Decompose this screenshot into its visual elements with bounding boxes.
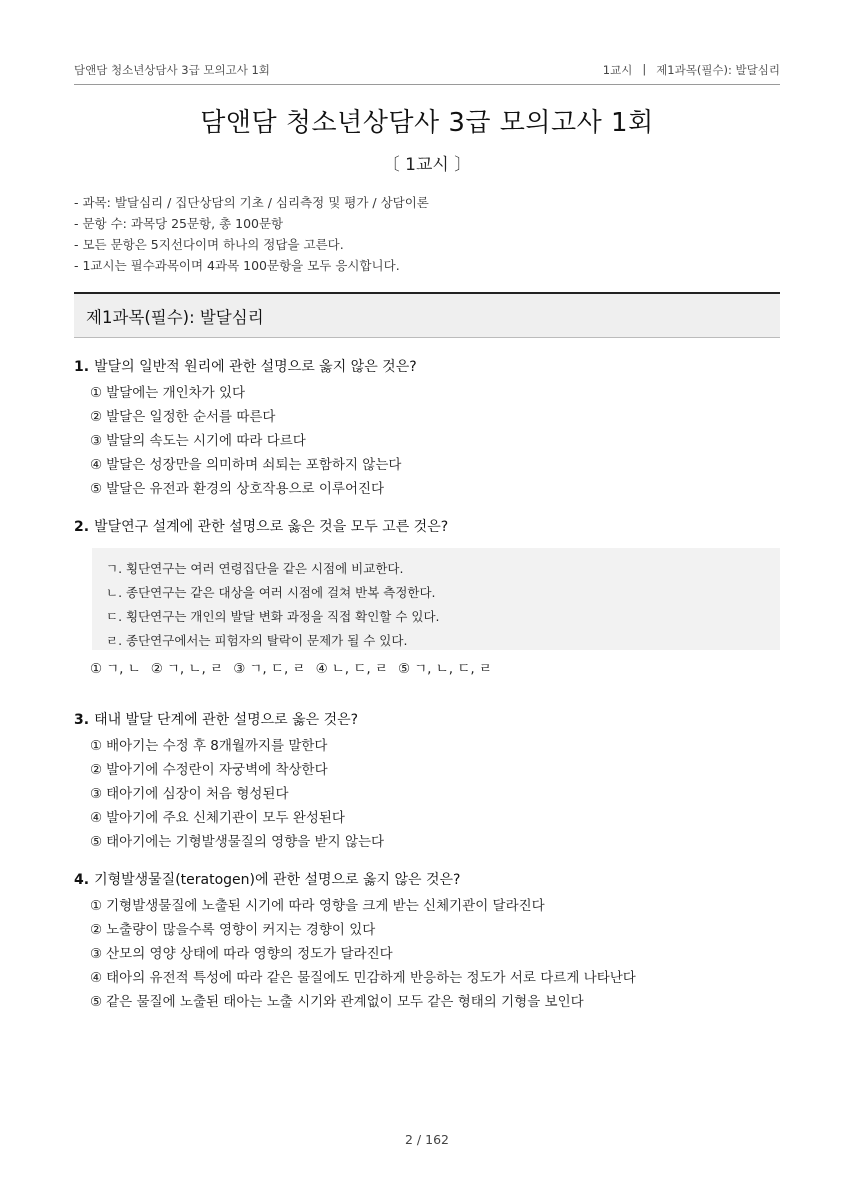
note-item: - 문항 수: 과목당 25문항, 총 100문항 xyxy=(74,216,284,231)
header-separator: | xyxy=(642,62,647,76)
choice-1[interactable]: ① 배아기는 수정 후 8개월까지를 말한다 xyxy=(90,738,328,754)
choice-list xyxy=(90,894,780,1014)
header-exam-title: 담앤담 청소년상담사 3급 모의고사 1회 xyxy=(74,63,270,77)
choice-1[interactable]: ① ㄱ, ㄴ xyxy=(90,661,141,677)
question-4 xyxy=(74,869,780,1014)
subject-heading-bar xyxy=(74,292,780,338)
note-item: - 과목: 발달심리 / 집단상담의 기초 / 심리측정 및 평가 / 상담이론 xyxy=(74,195,429,210)
choice-3[interactable]: ③ 발달의 속도는 시기에 따라 다르다 xyxy=(90,433,306,449)
choice-5[interactable]: ⑤ 발달은 유전과 환경의 상호작용으로 이루어진다 xyxy=(90,481,385,497)
question-1 xyxy=(74,356,780,501)
question-text: 발달연구 설계에 관한 설명으로 옳은 것을 모두 고른 것은? xyxy=(94,519,449,535)
question-stem xyxy=(74,356,780,378)
choice-4[interactable]: ④ 발달은 성장만을 의미하며 쇠퇴는 포함하지 않는다 xyxy=(90,457,402,473)
choice-5[interactable]: ⑤ ㄱ, ㄴ, ㄷ, ㄹ xyxy=(398,661,493,677)
choice-list xyxy=(90,658,780,680)
statement-item: ㄷ. 횡단연구는 개인의 발달 변화 과정을 직접 확인할 수 있다. xyxy=(106,609,440,624)
question-number: 1. xyxy=(74,359,90,375)
choice-5[interactable]: ⑤ 태아기에는 기형발생물질의 영향을 받지 않는다 xyxy=(90,834,385,850)
statement-box xyxy=(92,548,780,650)
choice-list xyxy=(90,381,780,501)
note-item: - 모든 문항은 5지선다이며 하나의 정답을 고른다. xyxy=(74,237,344,252)
exam-title: 담앤담 청소년상담사 3급 모의고사 1회 xyxy=(200,108,654,138)
question-2 xyxy=(74,516,780,680)
question-text: 발달의 일반적 원리에 관한 설명으로 옳지 않은 것은? xyxy=(94,359,417,375)
question-stem xyxy=(74,516,780,538)
choice-2[interactable]: ② ㄱ, ㄴ, ㄹ xyxy=(150,661,224,677)
choice-4[interactable]: ④ 발아기에 주요 신체기관이 모두 완성된다 xyxy=(90,810,345,826)
header-session: 1교시 xyxy=(602,63,633,77)
choice-2[interactable]: ② 발아기에 수정란이 자궁벽에 착상한다 xyxy=(90,762,328,778)
statement-item: ㄱ. 횡단연구는 여러 연령집단을 같은 시점에 비교한다. xyxy=(106,561,404,576)
choice-1[interactable]: ① 발달에는 개인차가 있다 xyxy=(90,385,246,401)
exam-notes xyxy=(74,192,429,276)
page-number: 2 / 162 xyxy=(405,1132,449,1147)
choice-3[interactable]: ③ ㄱ, ㄷ, ㄹ xyxy=(233,661,306,677)
question-text: 태내 발달 단계에 관한 설명으로 옳은 것은? xyxy=(94,712,359,728)
subject-heading: 제1과목(필수): 발달심리 xyxy=(86,307,264,327)
question-stem xyxy=(74,869,780,891)
choice-list xyxy=(90,734,780,854)
choice-3[interactable]: ③ 태아기에 심장이 처음 형성된다 xyxy=(90,786,289,802)
note-item: - 1교시는 필수과목이며 4과목 100문항을 모두 응시합니다. xyxy=(74,258,400,273)
question-text: 기형발생물질(teratogen)에 관한 설명으로 옳지 않은 것은? xyxy=(94,872,461,888)
running-header xyxy=(74,62,780,85)
header-subject: 제1과목(필수): 발달심리 xyxy=(656,63,780,77)
question-number: 3. xyxy=(74,712,90,728)
session-label: 〔 1교시 〕 xyxy=(382,155,472,175)
choice-5[interactable]: ⑤ 같은 물질에 노출된 태아는 노출 시기와 관계없이 모두 같은 형태의 기형을 보인다 xyxy=(90,994,584,1010)
choice-4[interactable]: ④ 태아의 유전적 특성에 따라 같은 물질에도 민감하게 반응하는 정도가 서로 다르게 나타난다 xyxy=(90,970,636,986)
statement-item: ㄴ. 종단연구는 같은 대상을 여러 시점에 걸쳐 반복 측정한다. xyxy=(106,585,436,600)
choice-2[interactable]: ② 노출량이 많을수록 영향이 커지는 경향이 있다 xyxy=(90,922,376,938)
question-number: 2. xyxy=(74,519,90,535)
choice-1[interactable]: ① 기형발생물질에 노출된 시기에 따라 영향을 크게 받는 신체기관이 달라진다 xyxy=(90,898,545,914)
statement-item: ㄹ. 종단연구에서는 피험자의 탈락이 문제가 될 수 있다. xyxy=(106,633,408,648)
header-section-info xyxy=(603,62,780,78)
question-3 xyxy=(74,709,780,854)
choice-2[interactable]: ② 발달은 일정한 순서를 따른다 xyxy=(90,409,276,425)
question-stem xyxy=(74,709,780,731)
question-number: 4. xyxy=(74,872,90,888)
choice-3[interactable]: ③ 산모의 영양 상태에 따라 영향의 정도가 달라진다 xyxy=(90,946,393,962)
choice-4[interactable]: ④ ㄴ, ㄷ, ㄹ xyxy=(315,661,388,677)
